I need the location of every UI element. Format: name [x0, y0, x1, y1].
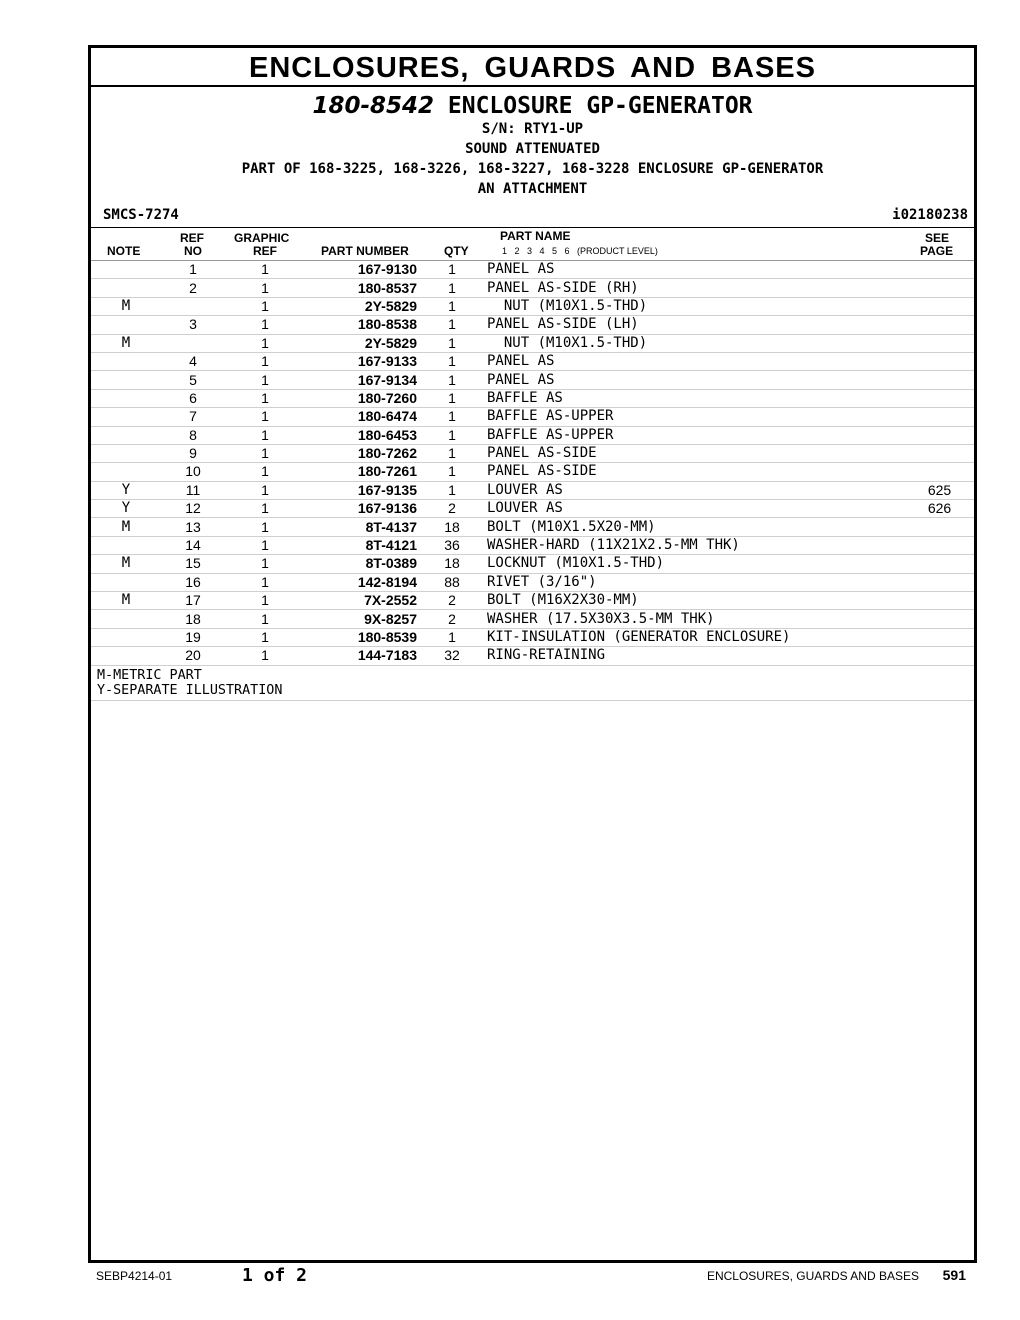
table-row	[91, 573, 974, 591]
row-see-page	[905, 555, 974, 573]
row-ref-no: 16	[161, 573, 225, 591]
table-row	[91, 610, 974, 628]
row-qty: 1	[417, 408, 487, 426]
row-qty: 32	[417, 647, 487, 665]
row-see-page	[905, 647, 974, 665]
row-graphic-ref: 1	[225, 426, 305, 444]
header-see-top: SEE	[925, 231, 950, 245]
notes-legend	[91, 666, 974, 701]
row-part-number: 8T-4137	[305, 518, 417, 536]
group-part-number: 180-8542	[312, 93, 435, 119]
row-part-number: 2Y-5829	[305, 334, 417, 352]
footer-doc-number: SEBP4214-01	[96, 1269, 173, 1283]
row-part-number: 167-9133	[305, 352, 417, 370]
row-qty: 18	[417, 555, 487, 573]
row-note	[91, 610, 161, 628]
row-part-name: BOLT (M16X2X30-MM)	[487, 592, 905, 610]
row-ref-no: 11	[161, 481, 225, 499]
row-part-number: 180-7261	[305, 463, 417, 481]
table-row	[91, 481, 974, 499]
row-note	[91, 389, 161, 407]
row-note: M	[91, 555, 161, 573]
row-part-number: 180-7260	[305, 389, 417, 407]
row-see-page	[905, 444, 974, 462]
row-part-name: RING-RETAINING	[487, 647, 905, 665]
row-note	[91, 536, 161, 554]
table-row	[91, 463, 974, 481]
header-product-levels: 1 2 3 4 5 6 (PRODUCT LEVEL)	[502, 246, 658, 256]
row-ref-no: 10	[161, 463, 225, 481]
part-of-line: PART OF 168-3225, 168-3226, 168-3227, 168-3228 ENCLOSURE GP-GENERATOR	[241, 161, 824, 177]
row-ref-no: 15	[161, 555, 225, 573]
row-see-page	[905, 536, 974, 554]
row-graphic-ref: 1	[225, 279, 305, 297]
row-note: M	[91, 518, 161, 536]
table-header	[91, 228, 974, 261]
row-note: M	[91, 297, 161, 315]
row-note	[91, 261, 161, 279]
section-title: ENCLOSURES, GUARDS AND BASES	[91, 48, 974, 87]
row-see-page	[905, 518, 974, 536]
row-graphic-ref: 1	[225, 573, 305, 591]
row-qty: 88	[417, 573, 487, 591]
row-part-name: WASHER-HARD (11X21X2.5-MM THK)	[487, 536, 905, 554]
row-ref-no	[161, 297, 225, 315]
row-note	[91, 573, 161, 591]
row-note	[91, 352, 161, 370]
row-see-page	[905, 426, 974, 444]
row-graphic-ref: 1	[225, 371, 305, 389]
table-row	[91, 444, 974, 462]
row-graphic-ref: 1	[225, 334, 305, 352]
row-see-page	[905, 316, 974, 334]
row-see-page	[905, 463, 974, 481]
row-note: Y	[91, 500, 161, 518]
row-graphic-ref: 1	[225, 555, 305, 573]
table-row	[91, 389, 974, 407]
row-part-name: KIT-INSULATION (GENERATOR ENCLOSURE)	[487, 628, 905, 646]
row-part-name: PANEL AS	[487, 352, 905, 370]
row-part-name: BAFFLE AS-UPPER	[487, 426, 905, 444]
header-ref-bottom: NO	[184, 244, 202, 258]
table-row	[91, 371, 974, 389]
row-part-number: 180-8539	[305, 628, 417, 646]
table-row	[91, 592, 974, 610]
note-metric: M-METRIC PART	[97, 667, 202, 683]
row-note	[91, 426, 161, 444]
row-graphic-ref: 1	[225, 297, 305, 315]
row-note	[91, 316, 161, 334]
group-title	[91, 93, 974, 119]
row-ref-no: 2	[161, 279, 225, 297]
footer-page-of: 1 of 2	[242, 1265, 308, 1286]
row-note: Y	[91, 481, 161, 499]
table-row	[91, 297, 974, 315]
row-qty: 1	[417, 463, 487, 481]
row-see-page: 625	[905, 481, 974, 499]
header-qty: QTY	[444, 244, 469, 258]
row-ref-no: 6	[161, 389, 225, 407]
row-see-page	[905, 352, 974, 370]
row-graphic-ref: 1	[225, 518, 305, 536]
table-row	[91, 261, 974, 279]
row-part-number: 180-6474	[305, 408, 417, 426]
header-part-name: PART NAME	[500, 229, 571, 243]
row-ref-no: 4	[161, 352, 225, 370]
row-qty: 1	[417, 628, 487, 646]
row-graphic-ref: 1	[225, 444, 305, 462]
row-ref-no: 5	[161, 371, 225, 389]
row-ref-no: 17	[161, 592, 225, 610]
table-row	[91, 555, 974, 573]
row-graphic-ref: 1	[225, 610, 305, 628]
footer-section: ENCLOSURES, GUARDS AND BASES	[706, 1269, 919, 1283]
header-note: NOTE	[107, 244, 141, 258]
row-part-number: 167-9135	[305, 481, 417, 499]
row-note	[91, 408, 161, 426]
footer-page-number: 591	[942, 1267, 966, 1283]
group-name: ENCLOSURE GP-GENERATOR	[447, 93, 753, 119]
serial-number: S/N: RTY1-UP	[481, 121, 584, 137]
row-graphic-ref: 1	[225, 389, 305, 407]
header-graphic-top: GRAPHIC	[234, 231, 290, 245]
row-part-number: 167-9130	[305, 261, 417, 279]
row-graphic-ref: 1	[225, 352, 305, 370]
row-see-page	[905, 371, 974, 389]
row-graphic-ref: 1	[225, 261, 305, 279]
row-part-name: PANEL AS-SIDE	[487, 444, 905, 462]
row-qty: 1	[417, 316, 487, 334]
row-see-page	[905, 610, 974, 628]
row-part-name: BAFFLE AS-UPPER	[487, 408, 905, 426]
row-qty: 2	[417, 610, 487, 628]
group-description: SOUND ATTENUATED	[465, 141, 600, 157]
row-part-number: 180-8538	[305, 316, 417, 334]
row-part-number: 142-8194	[305, 573, 417, 591]
row-ref-no: 9	[161, 444, 225, 462]
parts-table	[91, 261, 974, 666]
row-qty: 1	[417, 426, 487, 444]
table-row	[91, 316, 974, 334]
table-row	[91, 352, 974, 370]
row-note: M	[91, 334, 161, 352]
row-graphic-ref: 1	[225, 592, 305, 610]
row-see-page	[905, 279, 974, 297]
row-note	[91, 371, 161, 389]
table-row	[91, 408, 974, 426]
row-note	[91, 628, 161, 646]
table-row	[91, 426, 974, 444]
row-part-number: 8T-0389	[305, 555, 417, 573]
page-footer	[0, 1265, 1020, 1289]
smcs-row	[91, 205, 974, 228]
row-part-number: 8T-4121	[305, 536, 417, 554]
row-see-page	[905, 261, 974, 279]
row-qty: 1	[417, 481, 487, 499]
row-part-name: LOUVER AS	[487, 481, 905, 499]
row-ref-no: 13	[161, 518, 225, 536]
table-row	[91, 536, 974, 554]
row-ref-no: 12	[161, 500, 225, 518]
row-graphic-ref: 1	[225, 316, 305, 334]
row-ref-no: 3	[161, 316, 225, 334]
row-qty: 36	[417, 536, 487, 554]
table-row	[91, 500, 974, 518]
row-part-name: PANEL AS	[487, 261, 905, 279]
row-qty: 1	[417, 297, 487, 315]
table-row	[91, 647, 974, 665]
row-part-name: LOCKNUT (M10X1.5-THD)	[487, 555, 905, 573]
row-qty: 1	[417, 279, 487, 297]
row-graphic-ref: 1	[225, 647, 305, 665]
header-ref-top: REF	[180, 231, 204, 245]
row-note: M	[91, 592, 161, 610]
note-separate-illustration: Y-SEPARATE ILLUSTRATION	[97, 682, 283, 698]
row-graphic-ref: 1	[225, 536, 305, 554]
row-graphic-ref: 1	[225, 481, 305, 499]
row-graphic-ref: 1	[225, 628, 305, 646]
row-part-name: PANEL AS-SIDE	[487, 463, 905, 481]
row-see-page: 626	[905, 500, 974, 518]
row-graphic-ref: 1	[225, 408, 305, 426]
row-see-page	[905, 334, 974, 352]
row-see-page	[905, 573, 974, 591]
table-row	[91, 518, 974, 536]
smcs-code: SMCS-7274	[103, 207, 179, 223]
row-qty: 1	[417, 444, 487, 462]
row-part-number: 180-6453	[305, 426, 417, 444]
row-part-name: RIVET (3/16")	[487, 573, 905, 591]
row-part-number: 167-9136	[305, 500, 417, 518]
row-part-number: 2Y-5829	[305, 297, 417, 315]
row-ref-no: 7	[161, 408, 225, 426]
table-row	[91, 628, 974, 646]
row-qty: 1	[417, 352, 487, 370]
row-ref-no: 14	[161, 536, 225, 554]
row-part-name: PANEL AS-SIDE (RH)	[487, 279, 905, 297]
row-part-name: NUT (M10X1.5-THD)	[487, 297, 905, 315]
row-see-page	[905, 297, 974, 315]
row-part-number: 167-9134	[305, 371, 417, 389]
row-see-page	[905, 628, 974, 646]
row-qty: 2	[417, 592, 487, 610]
row-note	[91, 279, 161, 297]
row-note	[91, 647, 161, 665]
row-ref-no: 20	[161, 647, 225, 665]
row-ref-no: 18	[161, 610, 225, 628]
attachment-line: AN ATTACHMENT	[477, 181, 588, 197]
table-row	[91, 279, 974, 297]
header-part-number: PART NUMBER	[321, 244, 409, 258]
row-part-number: 180-8537	[305, 279, 417, 297]
row-part-name: WASHER (17.5X30X3.5-MM THK)	[487, 610, 905, 628]
header-see-bottom: PAGE	[920, 244, 954, 258]
row-part-number: 7X-2552	[305, 592, 417, 610]
row-part-name: NUT (M10X1.5-THD)	[487, 334, 905, 352]
row-part-name: PANEL AS-SIDE (LH)	[487, 316, 905, 334]
row-ref-no	[161, 334, 225, 352]
row-qty: 1	[417, 371, 487, 389]
row-qty: 1	[417, 261, 487, 279]
row-ref-no: 1	[161, 261, 225, 279]
table-row	[91, 334, 974, 352]
row-part-number: 9X-8257	[305, 610, 417, 628]
illustration-id: i02180238	[892, 207, 968, 223]
row-see-page	[905, 389, 974, 407]
row-part-name: BOLT (M10X1.5X20-MM)	[487, 518, 905, 536]
row-ref-no: 8	[161, 426, 225, 444]
row-note	[91, 444, 161, 462]
row-part-number: 144-7183	[305, 647, 417, 665]
row-part-name: PANEL AS	[487, 371, 905, 389]
row-part-name: LOUVER AS	[487, 500, 905, 518]
row-qty: 18	[417, 518, 487, 536]
row-part-number: 180-7262	[305, 444, 417, 462]
row-part-name: BAFFLE AS	[487, 389, 905, 407]
row-qty: 1	[417, 334, 487, 352]
row-see-page	[905, 592, 974, 610]
row-graphic-ref: 1	[225, 500, 305, 518]
row-qty: 1	[417, 389, 487, 407]
row-note	[91, 463, 161, 481]
row-ref-no: 19	[161, 628, 225, 646]
row-see-page	[905, 408, 974, 426]
row-graphic-ref: 1	[225, 463, 305, 481]
header-graphic-bottom: REF	[253, 244, 277, 258]
page-frame	[88, 45, 977, 1263]
row-qty: 2	[417, 500, 487, 518]
